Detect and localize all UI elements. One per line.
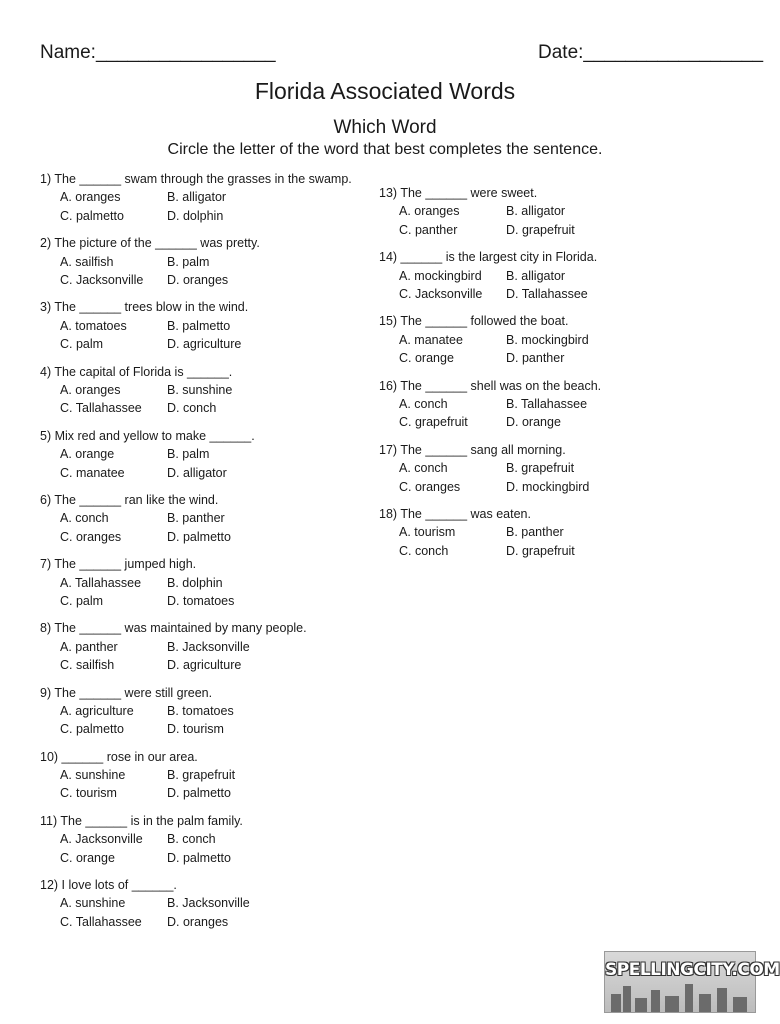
question-item xyxy=(40,876,380,940)
answer-option[interactable]: D. tomatoes xyxy=(167,593,235,608)
answer-option[interactable]: C. Jacksonville xyxy=(399,286,483,301)
answer-option[interactable]: A. tomatoes xyxy=(60,318,127,333)
answer-option[interactable]: B. conch xyxy=(167,832,216,847)
answer-options xyxy=(60,188,380,225)
answer-option[interactable]: D. orange xyxy=(506,415,561,430)
answer-options xyxy=(60,509,380,546)
skyline-building xyxy=(717,988,727,1012)
answer-option[interactable]: A. oranges xyxy=(60,190,121,205)
answer-options xyxy=(60,381,380,418)
answer-option[interactable]: A. manatee xyxy=(399,332,463,347)
answer-option[interactable]: D. panther xyxy=(506,351,565,366)
skyline-building xyxy=(611,994,621,1012)
question-item xyxy=(379,184,719,248)
question-item xyxy=(40,427,380,491)
answer-option[interactable]: B. palm xyxy=(167,254,210,269)
answer-options xyxy=(399,331,719,368)
answer-option[interactable]: A. sailfish xyxy=(60,254,114,269)
answer-option[interactable]: D. dolphin xyxy=(167,208,224,223)
answer-option[interactable]: D. Tallahassee xyxy=(506,286,588,301)
answer-option[interactable]: B. alligator xyxy=(167,190,227,205)
answer-option[interactable]: D. mockingbird xyxy=(506,479,590,494)
question-item xyxy=(40,684,380,748)
question-text: 15) The ______ followed the boat. xyxy=(379,314,569,329)
answer-option[interactable]: C. Tallahassee xyxy=(60,401,142,416)
answer-option[interactable]: C. Jacksonville xyxy=(60,272,144,287)
answer-option[interactable]: B. panther xyxy=(167,511,225,526)
answer-option[interactable]: B. alligator xyxy=(506,204,566,219)
question-item xyxy=(40,363,380,427)
answer-option[interactable]: A. mockingbird xyxy=(399,268,482,283)
question-text: 10) ______ rose in our area. xyxy=(40,749,198,764)
question-column-left xyxy=(40,170,380,940)
answer-option[interactable]: C. palm xyxy=(60,593,104,608)
skyline-building xyxy=(699,994,711,1012)
answer-option[interactable]: B. panther xyxy=(506,525,564,540)
answer-option[interactable]: A. oranges xyxy=(60,382,121,397)
answer-option[interactable]: C. Tallahassee xyxy=(60,914,142,929)
question-text: 3) The ______ trees blow in the wind. xyxy=(40,300,249,315)
answer-option[interactable]: A. conch xyxy=(399,396,448,411)
answer-option[interactable]: B. mockingbird xyxy=(506,332,589,347)
answer-option[interactable]: A. sunshine xyxy=(60,896,126,911)
question-text: 6) The ______ ran like the wind. xyxy=(40,492,219,507)
question-text: 11) The ______ is in the palm family. xyxy=(40,813,243,828)
answer-option[interactable]: B. grapefruit xyxy=(167,768,236,783)
answer-option[interactable]: B. tomatoes xyxy=(167,703,234,718)
answer-options xyxy=(60,830,380,867)
question-item xyxy=(379,505,719,569)
answer-option[interactable]: A. Jacksonville xyxy=(60,832,143,847)
answer-option[interactable]: D. palmetto xyxy=(167,786,231,801)
answer-options xyxy=(399,395,719,432)
question-text: 4) The capital of Florida is ______. xyxy=(40,364,233,379)
question-text: 7) The ______ jumped high. xyxy=(40,557,197,572)
answer-option[interactable]: B. dolphin xyxy=(167,575,223,590)
answer-options xyxy=(60,253,380,290)
question-item xyxy=(40,748,380,812)
answer-options xyxy=(399,523,719,560)
answer-option[interactable]: C. palmetto xyxy=(60,208,124,223)
question-text: 13) The ______ were sweet. xyxy=(379,186,538,200)
answer-option[interactable]: C. orange xyxy=(399,351,454,366)
answer-option[interactable]: D. palmetto xyxy=(167,529,231,544)
question-column-right xyxy=(379,184,719,569)
answer-option[interactable]: B. Jacksonville xyxy=(167,639,250,654)
answer-option[interactable]: C. palm xyxy=(60,337,104,352)
question-text: 9) The ______ were still green. xyxy=(40,685,213,700)
skyline-building xyxy=(665,996,679,1012)
page-subtitle: Which Word xyxy=(333,117,437,138)
skyline-building xyxy=(733,997,747,1012)
answer-option[interactable]: D. agriculture xyxy=(167,337,242,352)
question-item xyxy=(40,619,380,683)
question-item xyxy=(379,248,719,312)
logo-wordmark: SPELLINGCITY.COM xyxy=(605,960,780,980)
answer-option[interactable]: B. palmetto xyxy=(167,318,231,333)
answer-option[interactable]: B. alligator xyxy=(506,268,566,283)
answer-options xyxy=(399,267,719,304)
question-text: 16) The ______ shell was on the beach. xyxy=(379,378,602,393)
answer-options xyxy=(399,459,719,496)
answer-option[interactable]: A. sunshine xyxy=(60,768,126,783)
answer-option[interactable]: C. sailfish xyxy=(60,658,115,673)
answer-option[interactable]: D. oranges xyxy=(167,914,229,929)
answer-option[interactable]: A. orange xyxy=(60,447,115,462)
answer-option[interactable]: A. panther xyxy=(60,639,118,654)
answer-option[interactable]: D. grapefruit xyxy=(506,543,575,558)
question-text: 18) The ______ was eaten. xyxy=(379,506,531,521)
skyline-building xyxy=(685,984,693,1012)
answer-option[interactable]: B. sunshine xyxy=(167,382,233,397)
question-text: 8) The ______ was maintained by many people. xyxy=(40,621,307,636)
question-text: 14) ______ is the largest city in Florida. xyxy=(379,250,598,265)
answer-options xyxy=(60,638,380,675)
name-field-label: Name:_________________ xyxy=(40,42,276,63)
question-item xyxy=(40,298,380,362)
answer-option[interactable]: B. grapefruit xyxy=(506,461,575,476)
answer-options xyxy=(60,894,380,931)
question-item xyxy=(40,170,380,234)
answer-option[interactable]: D. conch xyxy=(167,401,217,416)
answer-option[interactable]: B. Jacksonville xyxy=(167,896,250,911)
answer-option[interactable]: D. agriculture xyxy=(167,658,242,673)
skyline-building xyxy=(623,986,631,1012)
answer-option[interactable]: A. conch xyxy=(60,511,109,526)
answer-option[interactable]: C. grapefruit xyxy=(399,415,468,430)
question-item xyxy=(379,441,719,505)
question-text: 2) The picture of the ______ was pretty. xyxy=(40,236,260,251)
page-title: Florida Associated Words xyxy=(254,78,516,104)
answer-option[interactable]: A. oranges xyxy=(399,204,460,219)
answer-option[interactable]: B. palm xyxy=(167,447,210,462)
question-item xyxy=(379,312,719,376)
answer-option[interactable]: C. panther xyxy=(399,222,458,237)
answer-option[interactable]: C. conch xyxy=(399,543,449,558)
answer-options xyxy=(399,202,719,239)
answer-option[interactable]: A. Tallahassee xyxy=(60,575,142,590)
answer-option[interactable]: D. palmetto xyxy=(167,850,231,865)
answer-option[interactable]: C. palmetto xyxy=(60,722,124,737)
answer-options xyxy=(60,445,380,482)
question-text: 12) I love lots of ______. xyxy=(40,878,177,893)
answer-option[interactable]: B. Tallahassee xyxy=(506,396,588,411)
answer-option[interactable]: C. oranges xyxy=(399,479,461,494)
question-item xyxy=(379,377,719,441)
answer-option[interactable]: D. grapefruit xyxy=(506,222,575,237)
question-item xyxy=(40,812,380,876)
instructions: Circle the letter of the word that best completes the sentence. xyxy=(167,141,603,158)
date-field-label: Date:_________________ xyxy=(538,42,764,63)
question-item xyxy=(40,234,380,298)
skyline-building xyxy=(635,998,647,1012)
answer-option[interactable]: D. alligator xyxy=(167,465,227,480)
answer-options xyxy=(60,766,380,803)
question-text: 17) The ______ sang all morning. xyxy=(379,442,566,457)
question-text: 1) The ______ swam through the grasses in the swamp. xyxy=(40,172,352,186)
answer-option[interactable]: A. agriculture xyxy=(60,703,134,718)
answer-option[interactable]: C. oranges xyxy=(60,529,122,544)
answer-option[interactable]: C. manatee xyxy=(60,465,125,480)
question-item xyxy=(40,491,380,555)
answer-option[interactable]: C. orange xyxy=(60,850,115,865)
skyline-building xyxy=(651,990,660,1012)
answer-option[interactable]: D. oranges xyxy=(167,272,229,287)
spellingcity-logo xyxy=(604,951,780,1013)
answer-option[interactable]: C. tourism xyxy=(60,786,117,801)
answer-options xyxy=(60,317,380,354)
answer-option[interactable]: A. tourism xyxy=(399,525,456,540)
question-text: 5) Mix red and yellow to make ______. xyxy=(40,428,255,443)
answer-option[interactable]: A. conch xyxy=(399,461,448,476)
answer-option[interactable]: D. tourism xyxy=(167,722,224,737)
question-item xyxy=(40,555,380,619)
answer-options xyxy=(60,574,380,611)
answer-options xyxy=(60,702,380,739)
